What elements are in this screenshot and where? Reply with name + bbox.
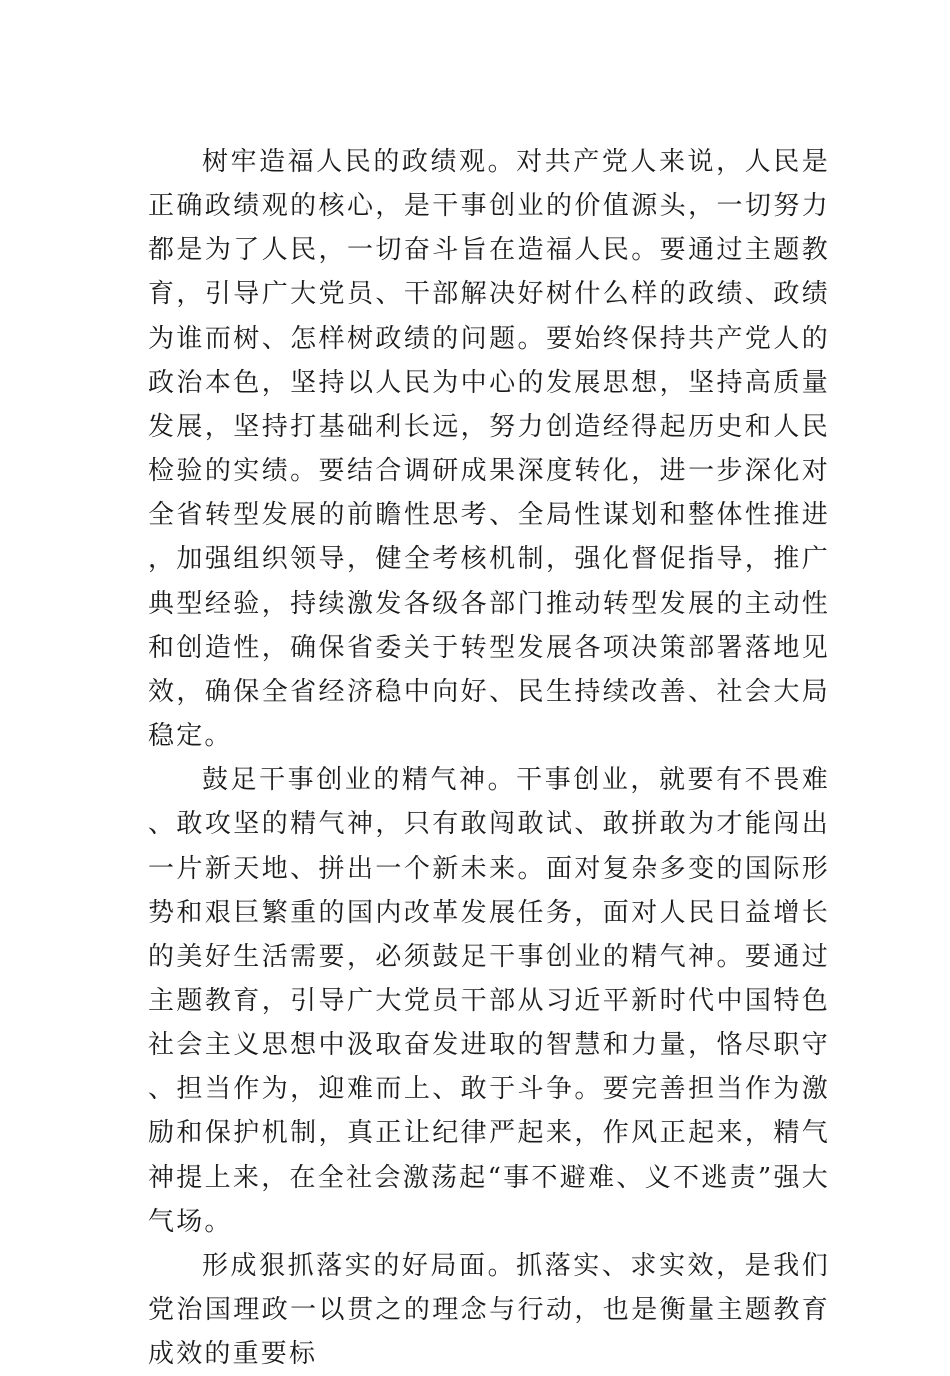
- document-body: [148, 140, 830, 1376]
- paragraph-implementation: 形成狠抓落实的好局面。抓落实、求实效，是我们党治国理政一以贯之的理念与行动，也是衡量主题教育成效的重要标: [148, 1250, 830, 1370]
- paragraph-political-achievement: 树牢造福人民的政绩观。对共产党人来说，人民是正确政绩观的核心，是干事创业的价值源头，一切努力都是为了人民，一切奋斗旨在造福人民。要通过主题教育，引导广大党员、干部解决好树什么样的政绩、政绩为谁而树、怎样树政绩的问题。要始终保持共产党人的政治本色，坚持以人民为中心的发展思想，坚持高质量发展，坚持打基础利长远，努力创造经得起历史和人民检验的实绩。要结合调研成果深度转化，进一步深化对全省转型发展的前瞻性思考、全局性谋划和整体性推进，加强组织领导，健全考核机制，强化督促指导，推广典型经验，持续激发各级各部门推动转型发展的主动性和创造性，确保省委关于转型发展各项决策部署落地见效，确保全省经济稳中向好、民生持续改善、社会大局稳定。: [148, 147, 830, 752]
- paragraph-entrepreneurial-spirit: 鼓足干事创业的精气神。干事创业，就要有不畏难、敢攻坚的精气神，只有敢闯敢试、敢拼敢为才能闯出一片新天地、拼出一个新未来。面对复杂多变的国际形势和艰巨繁重的国内改革发展任务，面对人民日益增长的美好生活需要，必须鼓足干事创业的精气神。要通过主题教育，引导广大党员干部从习近平新时代中国特色社会主义思想中汲取奋发进取的智慧和力量，恪尽职守、担当作为，迎难而上、敢于斗争。要完善担当作为激励和保护机制，真正让纪律严起来，作风正起来，精气神提上来，在全社会激荡起“事不避难、义不逃责”强大气场。: [148, 765, 830, 1237]
